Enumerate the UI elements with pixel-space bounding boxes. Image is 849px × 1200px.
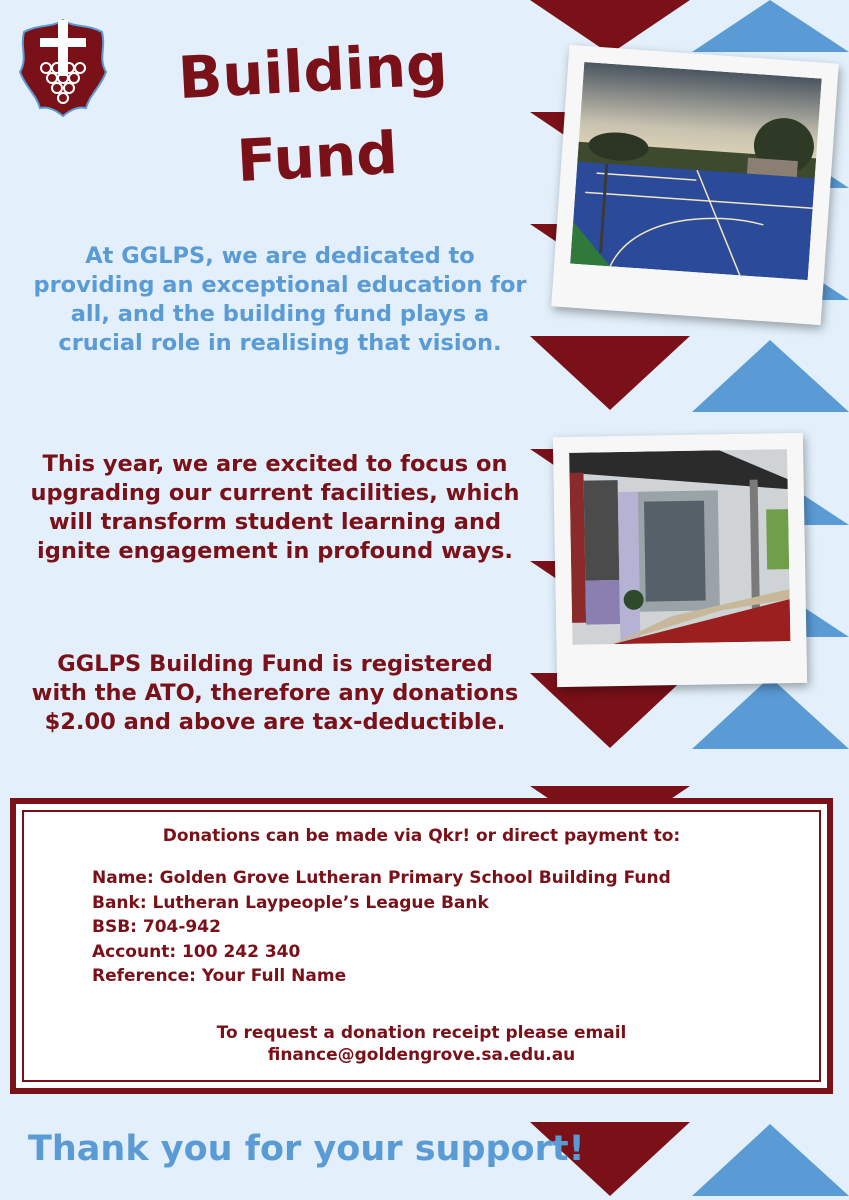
focus-paragraph: This year, we are excited to focus on upgrading our current facilities, which will transform student learning and ignite engagement in profound ways.	[30, 451, 520, 564]
bsb-number: BSB: 704-942	[92, 917, 221, 937]
title-line-2: Fund	[235, 118, 400, 196]
basketball-court-photo-frame	[551, 45, 839, 325]
receipt-request-text: To request a donation receipt please email	[216, 1023, 627, 1043]
payment-reference: Reference: Your Full Name	[92, 966, 347, 986]
maroon-triangle	[530, 0, 690, 54]
account-number: Account: 100 242 340	[92, 941, 301, 962]
intro-paragraph: At GGLPS, we are dedicated to providing an exceptional education for all, and the building fund plays a crucial role in realising that vision.	[33, 243, 527, 356]
thank-you-message: Thank you for your support!	[28, 1129, 585, 1169]
building-exterior-photo	[569, 449, 790, 645]
page-title	[146, 19, 485, 208]
bank-details-list	[92, 866, 671, 989]
maroon-triangle	[530, 336, 690, 410]
donation-heading: Donations can be made via Qkr! or direct payment to:	[162, 826, 681, 846]
blue-triangle	[692, 1124, 849, 1196]
blue-triangle	[692, 677, 849, 749]
blue-triangle	[692, 0, 849, 52]
tax-deductible-paragraph: GGLPS Building Fund is registered with the ATO, therefore any donations $2.00 and above are tax-deductible.	[31, 651, 519, 735]
school-crest-logo	[16, 14, 110, 118]
title-line-1: Building	[176, 30, 450, 113]
building-exterior-photo-frame	[553, 433, 807, 687]
basketball-court-photo	[570, 62, 822, 280]
account-name: Name: Golden Grove Lutheran Primary School Building Fund	[92, 868, 671, 888]
bank-name: Bank: Lutheran Laypeople’s League Bank	[92, 892, 489, 913]
finance-email[interactable]: finance@goldengrove.sa.edu.au	[267, 1045, 576, 1065]
donation-details-box	[10, 798, 833, 1094]
receipt-request	[16, 1022, 827, 1066]
blue-triangle	[692, 340, 849, 412]
